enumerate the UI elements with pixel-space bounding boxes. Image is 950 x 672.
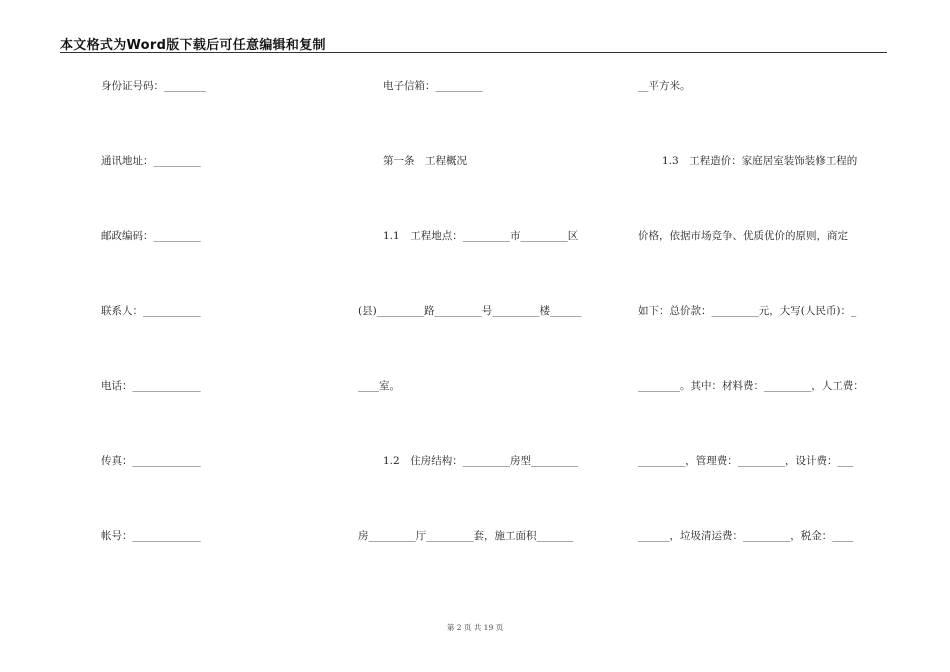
phone-field: 电话：_____________ (101, 380, 201, 392)
total-price-line: 如下：总价款：_________元，大写(人民币)：_ (638, 305, 857, 317)
cost-breakdown-line-2: _________，管理费：_________，设计费：___ (638, 455, 854, 467)
area-unit-line: __平方米。 (638, 80, 691, 92)
project-location-line: 1.1 工程地点：_________市_________区 (383, 230, 579, 242)
postal-code-field: 邮政编码：_________ (101, 230, 201, 242)
section-heading-project-overview: 第一条 工程概况 (383, 155, 467, 167)
housing-structure-continued: 房_________厅_________套，施工面积_______ (358, 530, 574, 542)
project-room-line: ____室。 (358, 380, 400, 392)
project-location-continued: (县)_________路_________号_________楼______ (358, 305, 582, 317)
cost-breakdown-line-3: ______，垃圾清运费：_________，税金：____ (638, 530, 854, 542)
page-number: 第 2 页 共 19 页 (446, 623, 504, 632)
id-number-field: 身份证号码：________ (101, 80, 206, 92)
fax-field: 传真：_____________ (101, 455, 201, 467)
project-cost-heading: 1.3 工程造价：家庭居室装饰装修工程的 (662, 155, 858, 167)
header-divider (60, 52, 887, 53)
email-field: 电子信箱：_________ (383, 80, 483, 92)
address-field: 通讯地址：_________ (101, 155, 201, 167)
housing-structure-line: 1.2 住房结构：_________房型_________ (383, 455, 579, 467)
document-header-title: 本文格式为Word版下载后可任意编辑和复制 (60, 38, 326, 53)
account-field: 帐号：_____________ (101, 530, 201, 542)
contact-person-field: 联系人：___________ (101, 305, 201, 317)
project-cost-text: 价格，依据市场竞争、优质优价的原则，商定 (638, 230, 848, 242)
cost-breakdown-line-1: ________。其中：材料费：_________，人工费： (638, 380, 864, 392)
